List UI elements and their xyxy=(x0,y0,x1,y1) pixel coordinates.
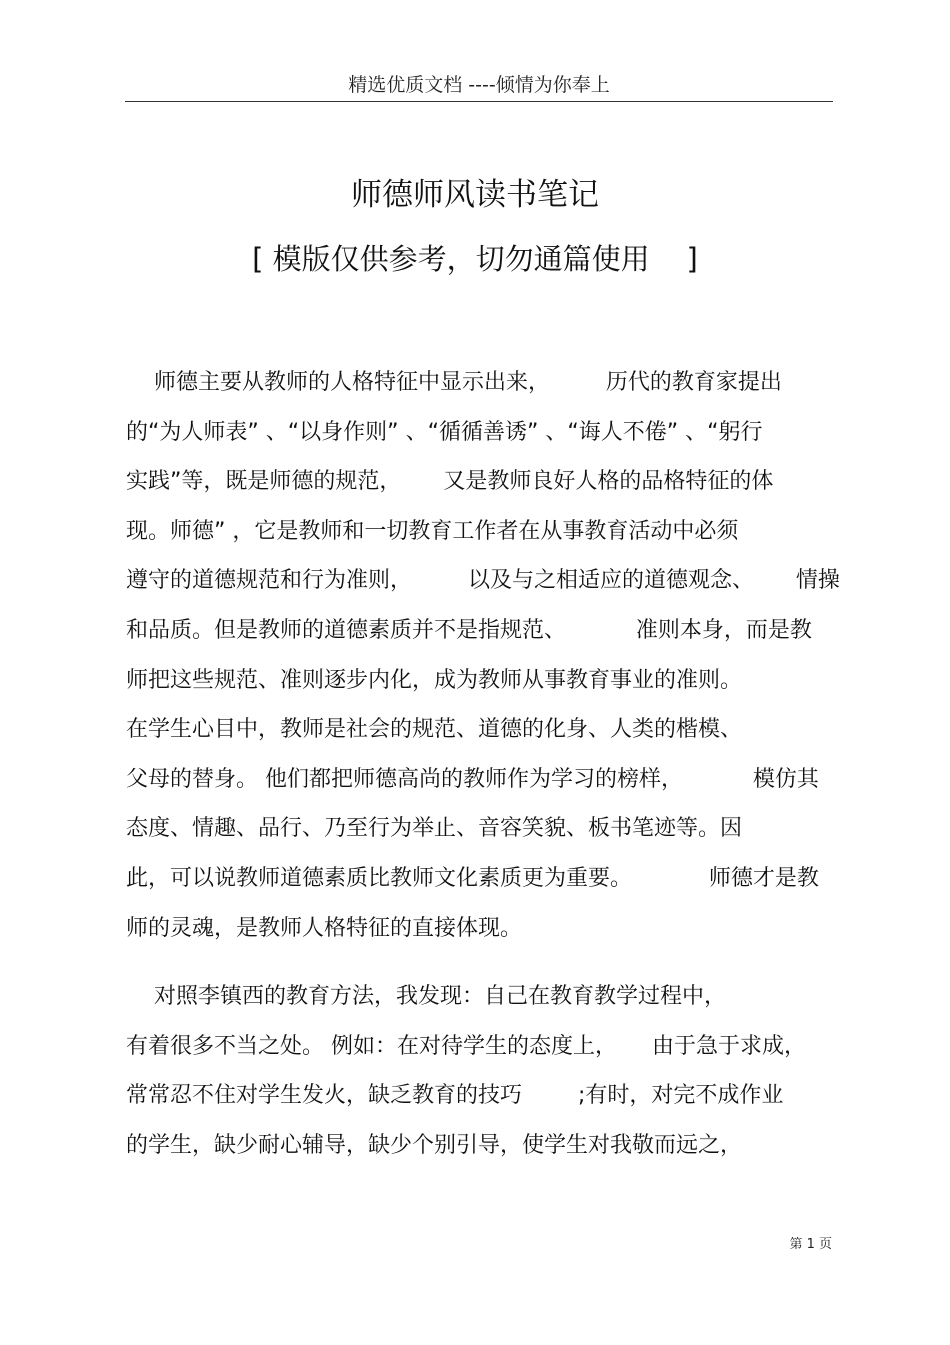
paragraph-line: 在学生心目中，教师是社会的规范、道德的化身、人类的楷模、 xyxy=(126,717,743,743)
paragraph-line: 父母的替身。 他们都把师德高尚的教师作为学习的榜样， 模仿其 xyxy=(126,766,819,792)
document-subtitle: [ 模版仅供参考，切勿通篇使用 ] xyxy=(252,242,698,276)
paragraph-line: 遵守的道德规范和行为准则， 以及与之相适应的道德观念、 情操 xyxy=(126,568,840,594)
document-title: 师德师风读书笔记 xyxy=(351,177,599,213)
paragraph-line: 和品质。但是教师的道德素质并不是指规范、 准则本身，而是教 xyxy=(126,617,812,643)
paragraph-line: 对照李镇西的教育方法，我发现：自己在教育教学过程中， xyxy=(126,984,726,1009)
paragraph-line: 的学生，缺少耐心辅导，缺少个别引导，使学生对我敬而远之， xyxy=(126,1132,743,1158)
paragraph-line: 实践”等，既是师德的规范， 又是教师良好人格的品格特征的体 xyxy=(126,469,774,495)
paragraph-line: 常常忍不住对学生发火，缺乏教育的技巧 ;有时，对完不成作业 xyxy=(126,1083,784,1109)
body-paragraph xyxy=(126,972,836,1170)
paragraph-line: 师德主要从教师的人格特征中显示出来， 历代的教育家提出 xyxy=(126,370,782,395)
paragraph-line: 有着很多不当之处。 例如：在对待学生的态度上， 由于急于求成， xyxy=(126,1033,806,1059)
paragraph-line: 师的灵魂，是教师人格特征的直接体现。 xyxy=(126,915,523,941)
page-header: 精选优质文档 ----倾情为你奉上 xyxy=(348,74,610,96)
page-number: 第 1 页 xyxy=(789,1237,832,1252)
paragraph-line: 现。师德” ，它是教师和一切教育工作者在从事教育活动中必须 xyxy=(126,518,739,544)
header-divider xyxy=(125,101,833,102)
paragraph-line: 师把这些规范、准则逐步内化，成为教师从事教育事业的准则。 xyxy=(126,667,743,693)
paragraph-line: 此，可以说教师道德素质比教师文化素质更为重要。 师德才是教 xyxy=(126,865,819,891)
paragraph-line: 态度、情趣、品行、乃至行为举止、音容笑貌、板书笔迹等。因 xyxy=(126,816,743,842)
body-paragraph xyxy=(126,358,840,953)
paragraph-line: 的“为人师表” 、“以身作则” 、“循循善诱” 、“诲人不倦” 、“躬行 xyxy=(126,419,763,445)
